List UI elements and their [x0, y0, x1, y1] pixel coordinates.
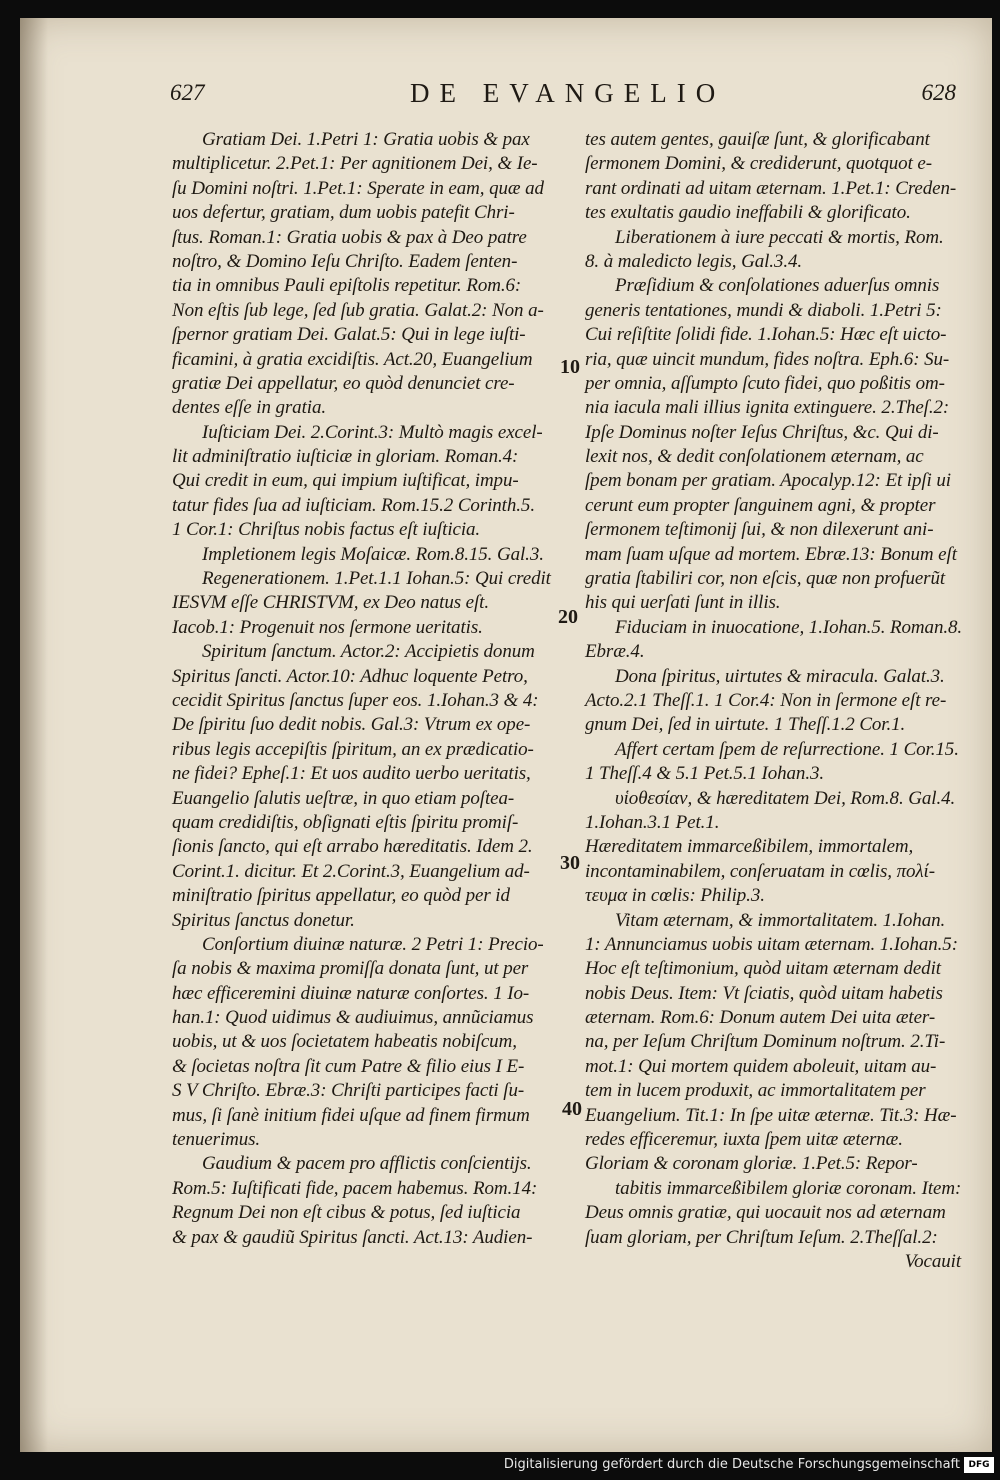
page-gutter-shadow: [20, 18, 48, 1452]
text-line: ſu Domini noſtri. 1.Pet.1: Sperate in eam, quæ ad: [172, 177, 544, 199]
margin-line-number: 40: [562, 1098, 582, 1120]
left-text-column: [172, 128, 554, 1250]
text-line: Regnum Dei non eſt cibus & potus, ſed iuſticia: [172, 1202, 521, 1224]
text-line: Ebræ.4.: [585, 641, 645, 663]
text-line: ſermonem teſtimonij ſui, & non dilexerunt ani-: [585, 519, 934, 541]
page-number-left: 627: [170, 80, 205, 105]
text-line: Euangelium. Tit.1: In ſpe uitæ æternæ. Tit.3: Hæ-: [585, 1104, 957, 1126]
text-line: Spiritum ſanctum. Actor.2: Accipietis donum: [202, 641, 535, 663]
margin-line-number: 10: [560, 356, 580, 378]
text-line: cerunt eum propter ſanguinem agni, & propter: [585, 494, 936, 516]
text-line: Conſortium diuinæ naturæ. 2 Petri 1: Precio-: [202, 933, 544, 955]
text-line: Iuſticiam Dei. 2.Corint.3: Multò magis excel-: [202, 421, 543, 443]
text-line: nobis Deus. Item: Vt ſciatis, quòd uitam habetis: [585, 982, 943, 1004]
text-line: Liberationem à iure peccati & mortis, Rom.: [615, 226, 944, 248]
text-line: dentes eſſe in gratia.: [172, 397, 326, 419]
text-line: hæc efficeremini diuinæ naturæ conſortes. 1 Io-: [172, 982, 530, 1004]
text-line: S V Chriſto. Ebræ.3: Chriſti participes facti ſu-: [172, 1080, 525, 1102]
margin-line-number: 20: [558, 606, 578, 628]
footer-credit: Digitalisierung gefördert durch die Deutsche Forschungsgemeinschaft: [503, 1457, 960, 1472]
text-line: ſermonem Domini, & crediderunt, quotquot e-: [585, 153, 932, 175]
page-number-right: 628: [921, 80, 956, 105]
text-line: Gloriam & coronam gloriæ. 1.Pet.5: Repor-: [585, 1153, 918, 1175]
text-line: & pax & gaudiũ Spiritus ſancti. Act.13: Audien-: [172, 1226, 533, 1248]
text-line: mus, ſi ſanè initium fidei uſque ad finem firmum: [172, 1104, 530, 1126]
text-line: tenuerimus.: [172, 1129, 261, 1151]
text-line: 8. à maledicto legis, Gal.3.4.: [585, 250, 803, 272]
text-line: Spiritus ſanctus donetur.: [172, 909, 355, 931]
text-line: rant ordinati ad uitam æternam. 1.Pet.1: Creden-: [585, 177, 957, 199]
text-line: gnum Dei, ſed in uirtute. 1 Theſſ.1.2 Cor.1.: [585, 714, 906, 736]
text-line: ſuam gloriam, per Chriſtum Ieſum. 2.Theſſal.2:: [585, 1226, 938, 1248]
text-line: tes exultatis gaudio ineffabili & glorificato.: [585, 202, 911, 224]
text-line: Impletionem legis Moſaicæ. Rom.8.15. Gal.3.: [202, 543, 544, 565]
text-line: ria, quæ uincit mundum, fides noſtra. Eph.6: Su-: [585, 348, 950, 370]
text-line: Affert certam ſpem de reſurrectione. 1 Cor.15.: [615, 738, 959, 760]
text-line: tia in omnibus Pauli epiſtolis repetitur. Rom.6:: [172, 275, 522, 297]
text-line: 1 Cor.1: Chriſtus nobis factus eſt iuſticia.: [172, 519, 481, 541]
text-line: his qui uerſati ſunt in illis.: [585, 592, 781, 614]
text-line: ribus legis accepiſtis ſpiritum, an ex prædicatio-: [172, 738, 534, 760]
text-line: 1 Theſſ.4 & 5.1 Pet.5.1 Iohan.3.: [585, 763, 825, 785]
text-line: han.1: Quod uidimus & audiuimus, annũciamus: [172, 1007, 534, 1029]
text-line: Euangelio ſalutis ueſtræ, in quo etiam poſtea-: [172, 787, 515, 809]
text-line: Gaudium & pacem pro afflictis conſcientijs.: [202, 1153, 532, 1175]
text-line: tes autem gentes, gauiſæ ſunt, & glorificabant: [585, 129, 930, 150]
text-line: ficamini, à gratia excidiſtis. Act.20, Euangelium: [172, 348, 533, 370]
text-line: ſtus. Roman.1: Gratia uobis & pax à Deo patre: [172, 226, 527, 248]
digitization-footer: [0, 1452, 1000, 1480]
text-line: miniſtratio ſpiritus appellatur, eo quòd per id: [172, 885, 510, 907]
text-line: ſa nobis & maxima promiſſa donata ſunt, ut per: [172, 958, 529, 980]
text-line: Deus omnis gratiæ, qui uocauit nos ad æternam: [585, 1202, 946, 1224]
text-line: Corint.1. dicitur. Et 2.Corint.3, Euangelium ad-: [172, 860, 530, 882]
text-line: æternam. Rom.6: Donum autem Dei uita æter-: [585, 1007, 936, 1029]
text-line: lexit nos, & dedit conſolationem æternam, ac: [585, 446, 924, 468]
text-line: mam ſuam uſque ad mortem. Ebræ.13: Bonum eſt: [585, 543, 957, 565]
text-line: generis tentationes, mundi & diaboli. 1.Petri 5:: [585, 299, 942, 321]
text-line: ſionis ſancto, qui eſt arrabo hæreditatis. Idem 2.: [172, 836, 533, 858]
text-line: Vocauit: [904, 1250, 961, 1272]
text-line: Qui credit in eum, qui impium iuſtificat, impu-: [172, 470, 519, 492]
text-line: per omnia, aſſumpto ſcuto fidei, quo poßitis om-: [585, 372, 945, 394]
running-head: [160, 80, 960, 116]
text-line: lit adminiſtratio iuſticiæ in gloriam. Roman.4:: [172, 446, 519, 468]
text-line: ſpem bonam per gratiam. Apocalyp.12: Et ipſi ui: [585, 470, 951, 492]
text-line: cecidit Spiritus ſanctus ſuper eos. 1.Iohan.3 & 4:: [172, 689, 539, 711]
text-line: Vitam æternam, & immortalitatem. 1.Iohan.: [615, 909, 946, 931]
text-line: Spiritus ſancti. Actor.10: Adhuc loquente Petro,: [172, 665, 528, 687]
text-line: Gratiam Dei. 1.Petri 1: Gratia uobis & pax: [202, 129, 530, 150]
text-line: & ſocietas noſtra ſit cum Patre & filio eius I E-: [172, 1055, 525, 1077]
text-line: Regenerationem. 1.Pet.1.1 Iohan.5: Qui credit: [202, 568, 551, 590]
text-line: Acto.2.1 Theſſ.1. 1 Cor.4: Non in ſermone eſt re-: [585, 689, 947, 711]
text-line: nia iacula mali illius ignita extinguere. 2.Theſ.2:: [585, 397, 950, 419]
text-line: tem in lucem produxit, ac immortalitatem per: [585, 1080, 926, 1102]
text-line: incontaminabilem, conſeruatam in cœlis, πολί-: [585, 860, 935, 882]
text-line: tabitis immarceßibilem gloriæ coronam. Item:: [615, 1177, 962, 1199]
text-line: Cui reſiſtite ſolidi fide. 1.Iohan.5: Hæc eſt uicto-: [585, 324, 947, 346]
text-line: quam credidiſtis, obſignati eſtis ſpiritu promiſ-: [172, 811, 519, 833]
text-line: Hæreditatem immarceßibilem, immortalem,: [585, 836, 914, 858]
text-line: Non eſtis ſub lege, ſed ſub gratia. Galat.2: Non a-: [172, 299, 544, 321]
text-line: uos defertur, gratiam, dum uobis patefit Chri-: [172, 202, 515, 224]
text-line: 1.Iohan.3.1 Pet.1.: [585, 811, 720, 833]
text-line: redes efficeremur, iuxta ſpem uitæ æternæ.: [585, 1129, 903, 1151]
text-line: mot.1: Qui mortem quidem aboleuit, uitam au-: [585, 1055, 937, 1077]
text-line: 1: Annunciamus uobis uitam æternam. 1.Iohan.5:: [585, 933, 958, 955]
text-line: IESVM eſſe CHRISTVM, ex Deo natus eſt.: [172, 592, 490, 614]
text-line: gratiæ Dei appellatur, eo quòd denunciet cre-: [172, 372, 515, 394]
text-line: De ſpiritu ſuo dedit nobis. Gal.3: Vtrum ex ope-: [172, 714, 531, 736]
text-line: uobis, ut & uos ſocietatem habeatis nobiſcum,: [172, 1031, 517, 1053]
text-line: Ipſe Dominus noſter Ieſus Chriſtus, &c. Qui di-: [585, 421, 939, 443]
right-text-column: [585, 128, 961, 1274]
dfg-logo: DFG: [964, 1457, 994, 1473]
text-line: ne fidei? Epheſ.1: Et uos audito uerbo ueritatis,: [172, 763, 531, 785]
text-line: Rom.5: Iuſtificati fide, pacem habemus. Rom.14:: [172, 1177, 538, 1199]
text-line: gratia ſtabiliri cor, non eſcis, quæ non profuerũt: [585, 568, 946, 590]
text-line: ſpernor gratiam Dei. Galat.5: Qui in lege iuſti-: [172, 324, 526, 346]
text-line: multiplicetur. 2.Pet.1: Per agnitionem Dei, & Ie-: [172, 153, 538, 175]
running-head-title: DE EVANGELIO: [410, 78, 726, 108]
text-line: Hoc eſt teſtimonium, quòd uitam æternam dedit: [585, 958, 941, 980]
text-line: na, per Ieſum Chriſtum Dominum noſtrum. 2.Ti-: [585, 1031, 946, 1053]
text-line: υἱοθεσίαν, & hæreditatem Dei, Rom.8. Gal.4.: [615, 787, 956, 809]
text-line: Dona ſpiritus, uirtutes & miracula. Galat.3.: [615, 665, 945, 687]
text-line: noſtro, & Domino Ieſu Chriſto. Eadem ſenten-: [172, 250, 518, 272]
text-line: Præſidium & conſolationes aduerſus omnis: [615, 275, 940, 297]
margin-line-number: 30: [560, 852, 580, 874]
text-line: Iacob.1: Progenuit nos ſermone ueritatis.: [172, 616, 483, 638]
text-line: Fiduciam in inuocatione, 1.Iohan.5. Roman.8.: [615, 616, 963, 638]
text-line: τευμα in cœlis: Philip.3.: [585, 885, 765, 907]
text-line: tatur fides ſua ad iuſticiam. Rom.15.2 Corinth.5.: [172, 494, 535, 516]
